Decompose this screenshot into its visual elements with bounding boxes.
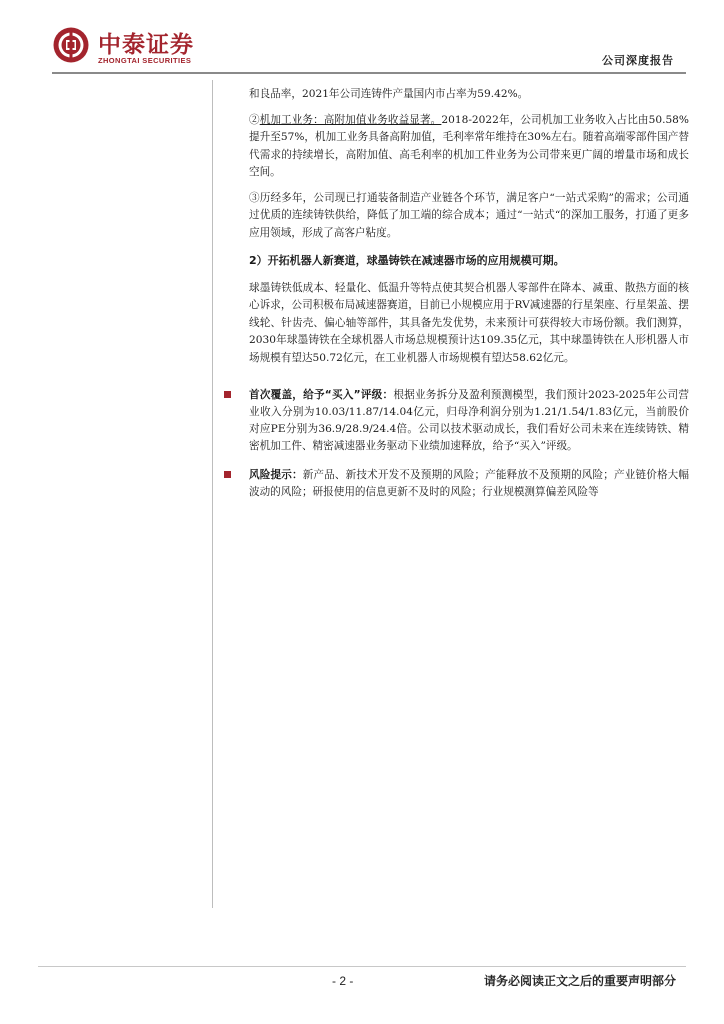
zhongtai-logo-icon: [52, 26, 90, 64]
page-header: [0, 0, 724, 80]
page-number: - 2 -: [332, 974, 354, 988]
bullet-risk-title: 风险提示：: [249, 469, 303, 481]
bullet-rating-text: 根据业务拆分及盈利预测模型，我们预计2023-2025年公司营业收入分别为10.03/11.87/14.04亿元，归母净利润分别为1.21/1.54/1.83亿元，当前股价对应PE分别为36.9/28.9/24.4倍。公司以技术驱动成长，我们看好公司未来在连续铸铁、精密机加工件、精密减速器业务驱动下业绩加速释放，给予“买入”评级。: [249, 389, 689, 452]
report-type-label: 公司深度报告: [602, 54, 674, 67]
square-bullet-icon: [224, 391, 231, 398]
bullet-rating: [249, 387, 689, 455]
machining-text: 2018-2022年，公司机加工业务收入占比由50.58%提升至57%，机加工业务具备高附加值，毛利率常年维持在30%左右。随着高端零部件国产替代需求的持续增长，高附加值、高毛利率的机加工件业务为公司带来更广阔的增量市场和成长空间。: [249, 113, 689, 178]
square-bullet-icon: [224, 471, 231, 478]
paragraph-one-stop: ③历经多年，公司现已打通装备制造产业链各个环节，满足客户“一站式采购”的需求；公司通过优质的连续铸铁供给，降低了加工端的综合成本；通过“一站式“的深加工服务，打通了更多应用领域，形成了高客户粘度。: [249, 191, 689, 239]
bullet-rating-title: 首次覆盖，给予“买入”评级：: [249, 389, 394, 401]
bullet-risk: [249, 467, 689, 501]
paragraph-marker: ②: [249, 113, 260, 126]
company-logo: [52, 24, 222, 72]
left-margin-divider: [212, 80, 213, 908]
logo-chinese-name: 中泰证券: [98, 32, 194, 58]
paragraph-machining: [249, 112, 689, 182]
disclaimer-notice: 请务必阅读正文之后的重要声明部分: [483, 974, 676, 988]
header-divider: [52, 72, 686, 74]
footer-divider: [38, 966, 686, 967]
summary-bullets: [249, 387, 689, 501]
logo-english-name: ZHONGTAI SECURITIES: [98, 56, 192, 65]
section-subheading: 2）开拓机器人新赛道，球墨铸铁在减速器市场的应用规模可期。: [249, 254, 565, 267]
main-content: [249, 86, 689, 367]
machining-heading: 机加工业务：高附加值业务收益显著。: [259, 113, 442, 126]
paragraph-market-share: 和良品率，2021年公司连铸件产量国内市占率为59.42%。: [249, 88, 529, 100]
bullet-risk-text: 新产品、新技术开发不及预期的风险；产能释放不及预期的风险；产业链价格大幅波动的风险；研报使用的信息更新不及时的风险；行业规模测算偏差风险等: [249, 469, 690, 498]
paragraph-robot-market: 球墨铸铁低成本、轻量化、低温升等特点使其契合机器人零部件在降本、减重、散热方面的核心诉求，公司积极布局减速器赛道，目前已小规模应用于RV减速器的行星架座、行星架盖、摆线轮、针齿壳、偏心轴等部件，其具备先发优势，未来预计可获得较大市场份额。我们测算，2030年球墨铸铁在全球机器人市场总规模预计达109.35亿元，其中球墨铸铁在人形机器人市场规模有望达50.72亿元，在工业机器人市场规模有望达58.62亿元。: [249, 281, 689, 364]
